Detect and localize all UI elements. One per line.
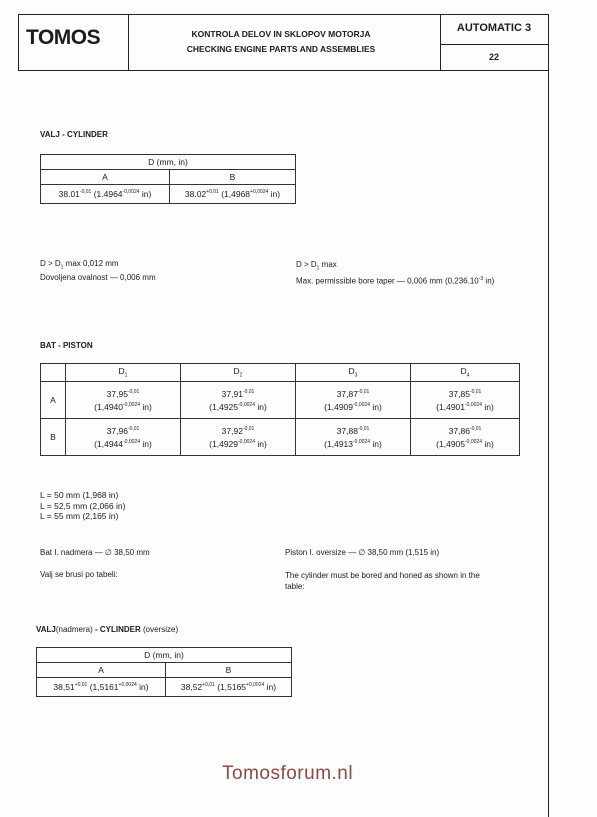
- oversize-value-b: $38,52^{+0,01}$ ($1,5165^{+0,0024}$ in): [166, 678, 292, 697]
- model-divider-rule: [440, 44, 548, 45]
- header-bottom-rule: [18, 70, 548, 71]
- piston-cell: $37,86^{-0,01}$ ($1,4905^{-0,0024}$ in): [411, 419, 520, 456]
- piston-row-label: A: [41, 382, 66, 419]
- tomos-logo: TOMOS: [26, 26, 101, 49]
- oversize-note-right: Piston I. oversize — ∅ 38,50 mm (1,515 in): [285, 548, 440, 557]
- piston-header-d3: $D_3$: [296, 364, 411, 382]
- oversize-col-b: B: [166, 663, 292, 678]
- piston-header-d4: $D_4$: [411, 364, 520, 382]
- header-title-slovene: KONTROLA DELOV IN SKLOPOV MOTORJA: [191, 29, 371, 39]
- tomosforum-watermark: Tomosforum.nl: [222, 763, 354, 784]
- piston-heading: BAT - PISTON: [40, 341, 93, 350]
- piston-corner-cell: [41, 364, 66, 382]
- cylinder-value-a: $38.01^{-0,01}$ ($1.4964^{-0,0024}$ in): [41, 185, 170, 204]
- oversize-value-a: $38,51^{+0,01}$ ($1,5161^{+0,0024}$ in): [37, 678, 166, 697]
- oversize-col-a: A: [37, 663, 166, 678]
- model-label: AUTOMATIC 3: [456, 22, 532, 34]
- piston-row-label: B: [41, 419, 66, 456]
- cylinder-table-caption: D (mm, in): [41, 155, 296, 170]
- piston-cell: $37,85^{-0,01}$ ($1,4901^{-0,0024}$ in): [411, 382, 520, 419]
- piston-cell: $37,96^{-0,01}$ ($1,4944^{-0,0024}$ in): [66, 419, 181, 456]
- cylinder-value-b: $38.02^{+0,01}$ ($1,4968^{+0,0024}$ in): [170, 185, 296, 204]
- cylinder-col-a: A: [41, 170, 170, 185]
- piston-cell: $37,87^{-0,01}$ ($1,4909^{-0,0024}$ in): [296, 382, 411, 419]
- bore-note-left: Valj se brusi po tabeli:: [40, 570, 118, 579]
- piston-cell: $37,91^{-0,01}$ ($1,4925^{-0,0024}$ in): [181, 382, 296, 419]
- oversize-table-caption: D (mm, in): [37, 648, 292, 663]
- cylinder-col-b: B: [170, 170, 296, 185]
- piston-row-b: [41, 419, 520, 456]
- piston-cell: $37,95^{-0,01}$ ($1,4940^{-0,0024}$ in): [66, 382, 181, 419]
- piston-row-a: [41, 382, 520, 419]
- page-number: 22: [488, 52, 499, 62]
- page-right-rule: [548, 14, 549, 817]
- header-title-english: CHECKING ENGINE PARTS AND ASSEMBLIES: [186, 44, 376, 54]
- cylinder-table: [40, 154, 296, 204]
- piston-header-d2: $D_2$: [181, 364, 296, 382]
- header-top-rule: [18, 14, 548, 15]
- oversize-note-left: Bat I. nadmera — ∅ 38,50 mm: [40, 548, 150, 557]
- logo-divider-rule: [128, 14, 129, 70]
- piston-header-d1: $D_1$: [66, 364, 181, 382]
- bore-note-right: The cylinder must be bored and honed as shown in the table:: [285, 571, 480, 591]
- piston-cell: $37,88^{-0,01}$ ($1,4913^{-0,0024}$ in): [296, 419, 411, 456]
- piston-table: [40, 363, 520, 456]
- cylinder-heading: VALJ - CYLINDER: [40, 130, 108, 139]
- piston-lengths: L = 50 mm (1,968 in) L = 52,5 mm (2,066 in) L = 55 mm (2,165 in): [40, 490, 126, 521]
- oversize-heading: VALJ(nadmera) - CYLINDER (oversize): [36, 625, 179, 634]
- oversize-table: [36, 647, 292, 697]
- taper-note-right: $D > D_1$ max Max. permissible bore taper — 0,006 mm ($0,236.10^{-3}$ in): [296, 260, 495, 286]
- piston-cell: $37,92^{-0,01}$ ($1,4929^{-0,0024}$ in): [181, 419, 296, 456]
- header-left-rule: [18, 14, 19, 70]
- taper-note-left: $D > D_1$ max 0,012 mm Dovoljena ovalnost — 0,006 mm: [40, 259, 156, 283]
